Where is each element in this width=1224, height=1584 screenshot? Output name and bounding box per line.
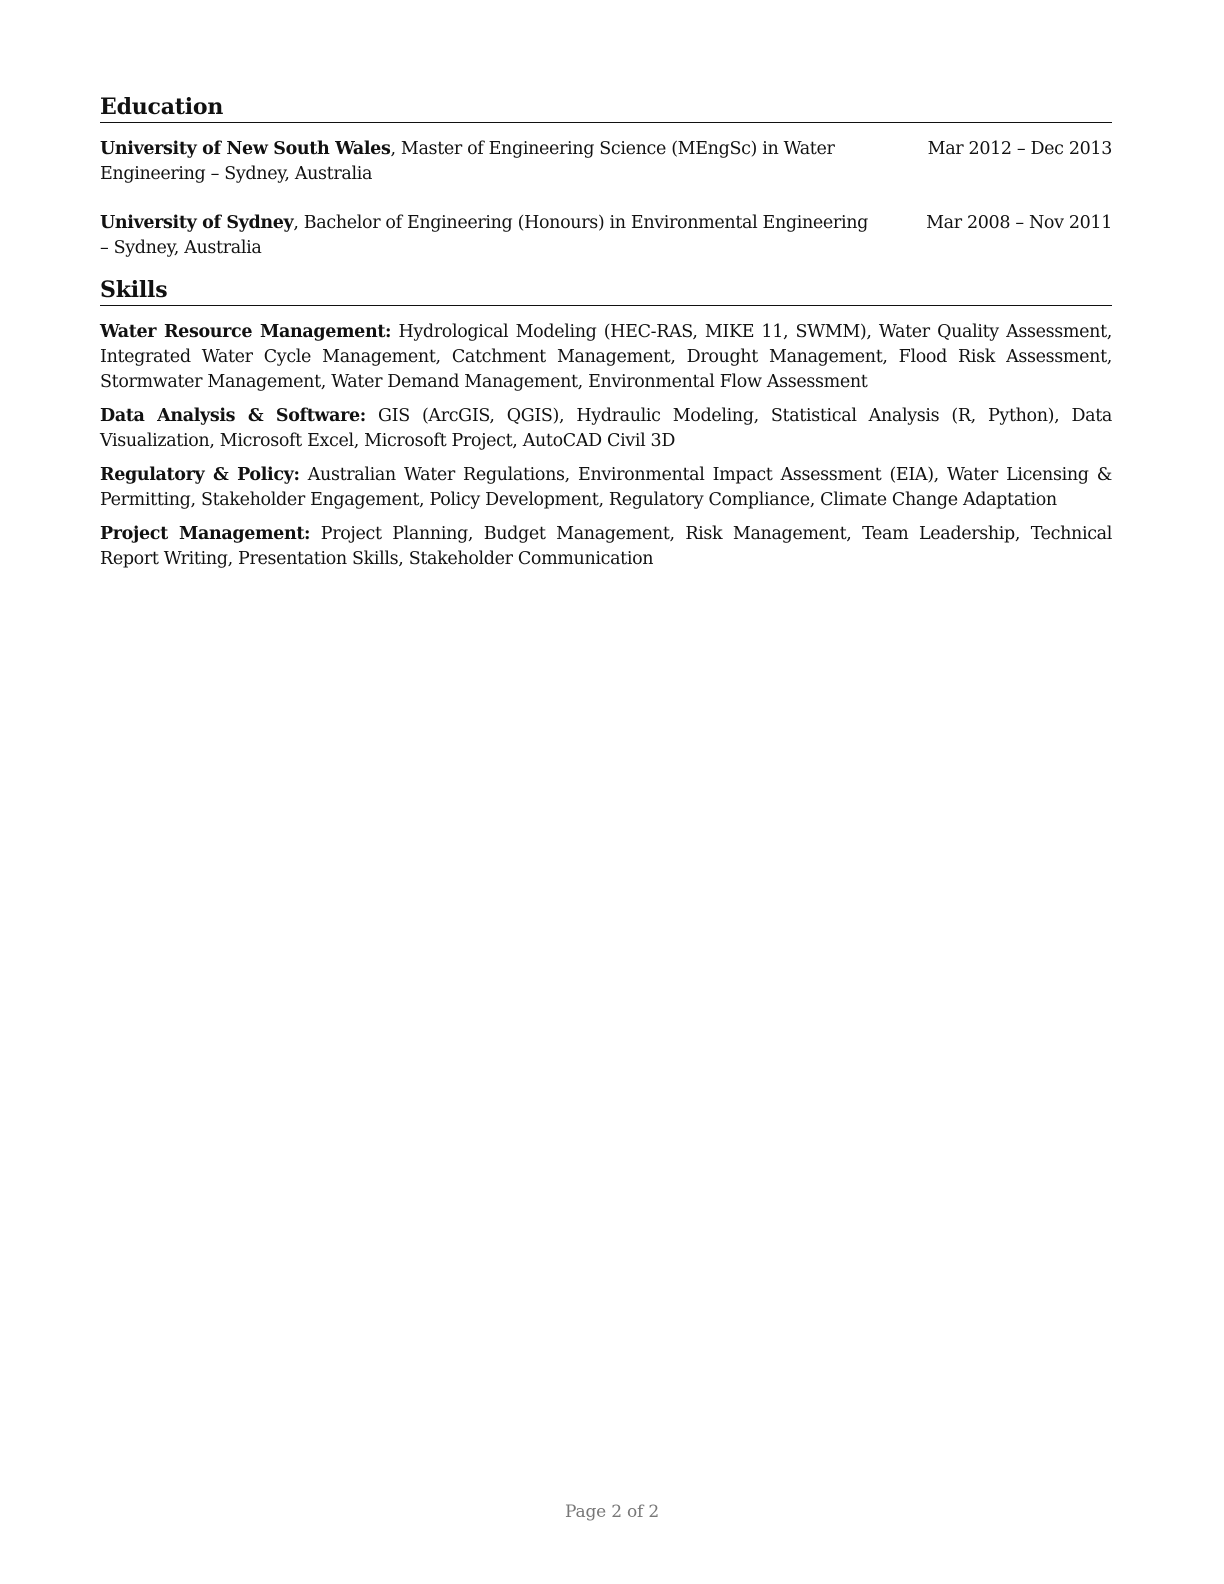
skill-items: GIS (ArcGIS, QGIS), Hydraulic Modeling, Statistical Analysis (R, Python), Data Visualization, Microsoft Excel, Microsoft Project, AutoCAD Civil 3D [100,406,1112,451]
education-entry [100,137,1112,187]
skill-entry [100,320,1112,395]
skills-list [100,320,1112,572]
page-number: Page 2 of 2 [565,1502,659,1522]
education-institution: University of Sydney [100,213,294,233]
education-entry-text [100,137,880,187]
skill-category: Data Analysis & Software: [100,406,366,426]
skill-category: Regulatory & Policy: [100,465,300,485]
education-entry-text [100,211,880,261]
resume-page [100,92,1112,581]
skill-category: Water Resource Management: [100,322,392,342]
education-list [100,137,1112,261]
skill-entry [100,404,1112,454]
skills-heading: Skills [100,275,1112,306]
skill-entry [100,522,1112,572]
skill-entry [100,463,1112,513]
education-heading: Education [100,92,1112,123]
education-details: , Bachelor of Engineering (Honours) in Environmental Engineering – Sydney, Australia [100,213,868,258]
skill-category: Project Management: [100,524,311,544]
education-dates: Mar 2012 – Dec 2013 [927,139,1112,159]
skill-items: Hydrological Modeling (HEC-RAS, MIKE 11, SWMM), Water Quality Assessment, Integrated Water Cycle Management, Catchment Management, Drought Management, Flood Risk Assessment, Stormwater Management, Water Demand Management, Environmental Flow Assessment [100,322,1112,392]
skill-items: Australian Water Regulations, Environmental Impact Assessment (EIA), Water Licensing & Permitting, Stakeholder Engagement, Policy Development, Regulatory Compliance, Climate Change Adaptation [100,465,1113,510]
education-institution: University of New South Wales [100,139,391,159]
skill-items: Project Planning, Budget Management, Risk Management, Team Leadership, Technical Report Writing, Presentation Skills, Stakeholder Communication [100,524,1113,569]
education-details: , Master of Engineering Science (MEngSc) in Water Engineering – Sydney, Australia [100,139,835,184]
education-dates: Mar 2008 – Nov 2011 [926,213,1112,233]
education-entry [100,211,1112,261]
